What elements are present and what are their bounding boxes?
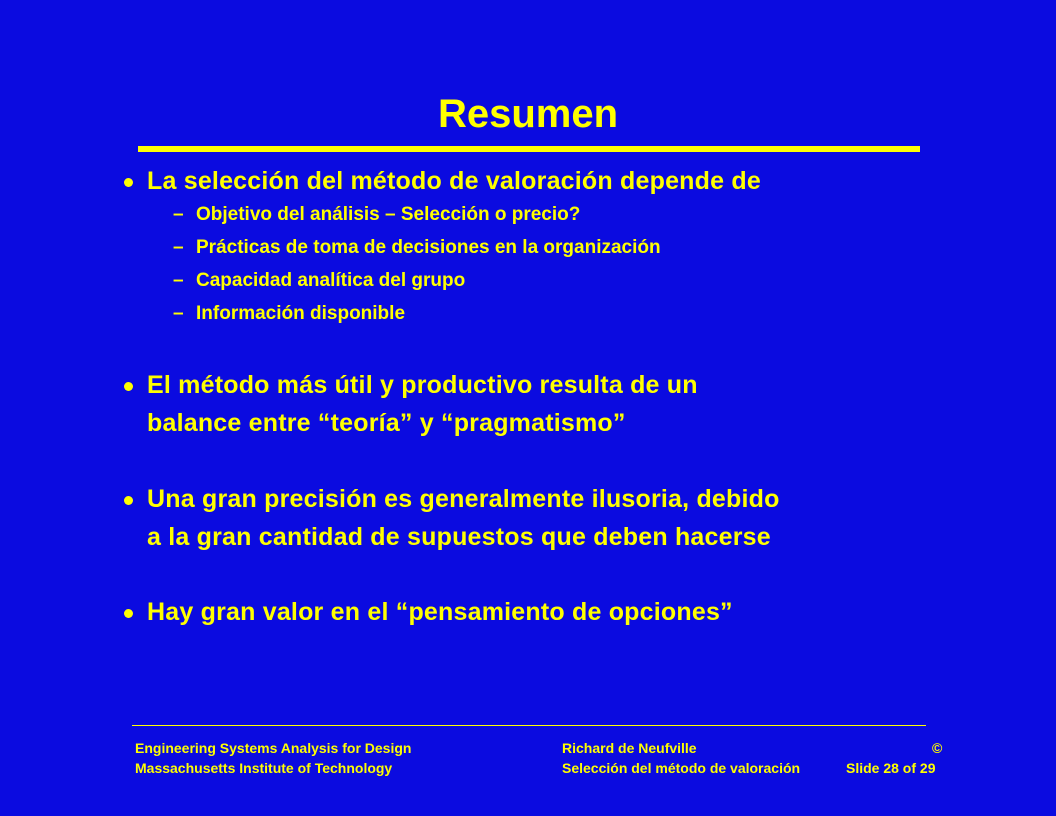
- bullet-dot-icon: [124, 178, 133, 187]
- bullet-item: [120, 480, 980, 560]
- bullet-item: [120, 366, 980, 446]
- bullet-dot-icon: [124, 382, 133, 391]
- bullet-text-line: balance entre “teoría” y “pragmatismo”: [147, 409, 626, 437]
- footer-institution: Massachusetts Institute of Technology: [135, 760, 393, 776]
- footer-topic: Selección del método de valoración: [562, 760, 801, 776]
- sub-bullet-item: [173, 231, 893, 264]
- sub-bullet-text: Objetivo del análisis – Selección o precio?: [196, 204, 581, 225]
- bullet-dot-icon: [124, 609, 133, 618]
- bullet-text-line: El método más útil y productivo resulta de un: [147, 371, 698, 399]
- dash-icon: –: [173, 204, 184, 225]
- dash-icon: –: [173, 237, 184, 258]
- slide-title: Resumen: [437, 92, 619, 136]
- bullet-dot-icon: [124, 496, 133, 505]
- footer-author: Richard de Neufville: [562, 740, 697, 756]
- dash-icon: –: [173, 270, 184, 291]
- sub-bullet-item: [173, 198, 893, 231]
- bullet-text-line: a la gran cantidad de supuestos que deben hacerse: [147, 523, 771, 551]
- footer-course: Engineering Systems Analysis for Design: [135, 740, 412, 756]
- bullet-text: Hay gran valor en el “pensamiento de opciones”: [147, 598, 733, 626]
- footer-copyright: ©: [932, 740, 943, 756]
- sub-bullet-item: [173, 264, 893, 297]
- sub-bullet-text: Prácticas de toma de decisiones en la organización: [196, 237, 661, 258]
- bullet-item: [120, 162, 980, 202]
- bullet-text: La selección del método de valoración depende de: [147, 167, 761, 195]
- sub-bullet-item: [173, 297, 893, 330]
- dash-icon: –: [173, 303, 184, 324]
- title-underline: [138, 146, 920, 152]
- bullet-text-line: Una gran precisión es generalmente ilusoria, debido: [147, 485, 780, 513]
- bullet-item: [120, 593, 980, 633]
- sub-bullet-text: Información disponible: [196, 303, 406, 324]
- sub-bullet-list: [173, 198, 893, 330]
- footer-slide-number: Slide 28 of 29: [846, 760, 936, 776]
- footer-divider: [132, 725, 926, 726]
- sub-bullet-text: Capacidad analítica del grupo: [196, 270, 466, 291]
